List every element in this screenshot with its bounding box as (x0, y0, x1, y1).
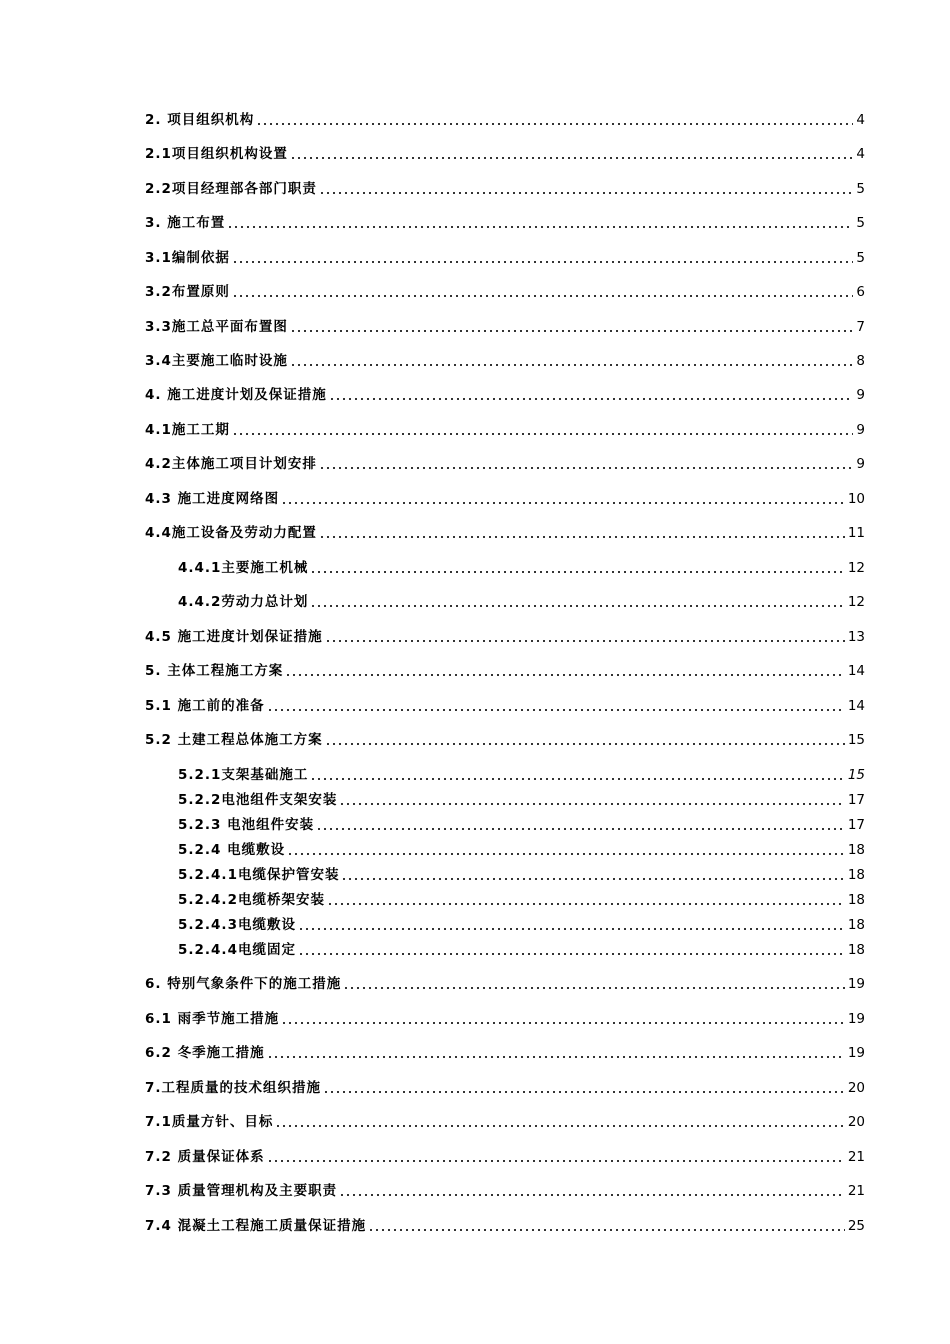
toc-entry-page-number: 21 (847, 1183, 865, 1199)
toc-entry-label: 5.2.4.1电缆保护管安装 (178, 867, 340, 883)
toc-leader-dots (298, 928, 845, 930)
toc-entry[interactable] (145, 1007, 865, 1027)
toc-leader-dots (310, 571, 844, 573)
toc-leader-dots (290, 364, 853, 366)
toc-entry-label: 5.2 土建工程总体施工方案 (145, 732, 323, 748)
toc-entry-label: 6. 特别气象条件下的施工措施 (145, 976, 342, 992)
toc-entry-label: 4.4施工设备及劳动力配置 (145, 525, 317, 541)
toc-entry[interactable] (145, 211, 865, 231)
toc-entry[interactable] (178, 938, 865, 958)
toc-leader-dots (368, 1229, 845, 1231)
toc-entry-page-number: 18 (847, 842, 865, 858)
toc-entry-page-number: 19 (847, 1011, 865, 1027)
toc-entry-page-number: 21 (847, 1149, 865, 1165)
toc-entry-label: 6.2 冬季施工措施 (145, 1045, 265, 1061)
toc-entry-label: 5.2.4.2电缆桥架安装 (178, 892, 325, 908)
toc-entry-page-number: 9 (856, 422, 865, 438)
toc-entry-label: 7.1质量方针、目标 (145, 1114, 274, 1130)
toc-entry-label: 5.2.2电池组件支架安装 (178, 792, 338, 808)
toc-entry[interactable] (145, 1214, 865, 1234)
toc-leader-dots (232, 295, 853, 297)
toc-entry-label: 4.5 施工进度计划保证措施 (145, 629, 323, 645)
toc-entry-label: 3.2布置原则 (145, 284, 230, 300)
toc-leader-dots (256, 123, 853, 125)
toc-entry[interactable] (145, 659, 865, 679)
toc-leader-dots (325, 743, 845, 745)
toc-entry-label: 4.3 施工进度网络图 (145, 491, 280, 507)
toc-entry-page-number: 12 (847, 594, 865, 610)
toc-entry-page-number: 17 (847, 817, 865, 833)
toc-entry-label: 7.工程质量的技术组织措施 (145, 1080, 322, 1096)
toc-entry[interactable] (145, 694, 865, 714)
toc-leader-dots (341, 878, 844, 880)
toc-leader-dots (267, 1056, 845, 1058)
toc-entry[interactable] (145, 625, 865, 645)
toc-leader-dots (227, 226, 853, 228)
toc-entry[interactable] (178, 813, 865, 833)
toc-entry-label: 5.2.1支架基础施工 (178, 767, 309, 783)
toc-leader-dots (275, 1125, 844, 1127)
toc-leader-dots (310, 605, 844, 607)
toc-leader-dots (327, 903, 845, 905)
toc-entry-page-number: 19 (847, 976, 865, 992)
toc-entry[interactable] (145, 418, 865, 438)
toc-entry-label: 5.2.4 电缆敷设 (178, 842, 286, 858)
toc-entry-page-number: 12 (847, 560, 865, 576)
toc-entry[interactable] (145, 452, 865, 472)
toc-entry[interactable] (178, 863, 865, 883)
toc-entry-page-number: 13 (847, 629, 865, 645)
toc-entry-label: 4. 施工进度计划及保证措施 (145, 387, 327, 403)
toc-leader-dots (325, 640, 845, 642)
toc-entry[interactable] (145, 972, 865, 992)
toc-leader-dots (319, 192, 853, 194)
toc-entry-label: 7.3 质量管理机构及主要职责 (145, 1183, 338, 1199)
toc-leader-dots (232, 433, 853, 435)
toc-entry[interactable] (145, 1179, 865, 1199)
toc-entry[interactable] (178, 888, 865, 908)
toc-entry-page-number: 17 (847, 792, 865, 808)
toc-entry-page-number: 15 (847, 732, 865, 748)
toc-entry-label: 4.4.1主要施工机械 (178, 560, 309, 576)
toc-entry-label: 4.1施工工期 (145, 422, 230, 438)
toc-leader-dots (285, 674, 845, 676)
toc-entry-page-number: 9 (856, 387, 865, 403)
toc-entry-page-number: 6 (856, 284, 865, 300)
toc-entry-label: 2. 项目组织机构 (145, 112, 255, 128)
toc-entry[interactable] (145, 383, 865, 403)
toc-entry-page-number: 19 (847, 1045, 865, 1061)
toc-entry[interactable] (145, 1145, 865, 1165)
toc-entry[interactable] (145, 280, 865, 300)
toc-entry-label: 7.2 质量保证体系 (145, 1149, 265, 1165)
toc-entry-label: 3.4主要施工临时设施 (145, 353, 288, 369)
toc-entry-page-number: 18 (847, 867, 865, 883)
toc-entry-label: 5.2.3 电池组件安装 (178, 817, 315, 833)
toc-leader-dots (329, 398, 854, 400)
toc-entry[interactable] (178, 788, 865, 808)
toc-entry[interactable] (145, 349, 865, 369)
toc-entry-label: 2.2项目经理部各部门职责 (145, 181, 317, 197)
toc-entry-label: 5. 主体工程施工方案 (145, 663, 284, 679)
toc-leader-dots (281, 502, 845, 504)
toc-entry[interactable] (178, 838, 865, 858)
toc-entry[interactable] (145, 728, 865, 748)
toc-entry-page-number: 7 (856, 319, 865, 335)
toc-entry[interactable] (178, 556, 865, 576)
toc-entry-label: 2.1项目组织机构设置 (145, 146, 288, 162)
toc-entry-page-number: 5 (856, 215, 865, 231)
toc-leader-dots (319, 467, 853, 469)
toc-entry[interactable] (145, 487, 865, 507)
toc-leader-dots (232, 261, 853, 263)
toc-entry-label: 3. 施工布置 (145, 215, 226, 231)
toc-entry[interactable] (145, 142, 865, 162)
toc-entry-page-number: 20 (847, 1080, 865, 1096)
toc-leader-dots (343, 987, 845, 989)
toc-entry-label: 5.1 施工前的准备 (145, 698, 265, 714)
toc-entry-page-number: 18 (847, 917, 865, 933)
toc-entry[interactable] (145, 177, 865, 197)
toc-entry-page-number: 8 (856, 353, 865, 369)
toc-entry-page-number: 5 (856, 181, 865, 197)
toc-entry[interactable] (145, 108, 865, 128)
toc-leader-dots (267, 709, 845, 711)
toc-entry-label: 7.4 混凝土工程施工质量保证措施 (145, 1218, 367, 1234)
toc-leader-dots (319, 536, 845, 538)
toc-entry-page-number: 4 (856, 146, 865, 162)
toc-entry-page-number: 14 (847, 698, 865, 714)
toc-leader-dots (339, 1194, 845, 1196)
toc-leader-dots (298, 953, 845, 955)
toc-leader-dots (339, 803, 844, 805)
toc-entry[interactable] (145, 315, 865, 335)
toc-leader-dots (290, 330, 853, 332)
toc-entry[interactable] (178, 763, 865, 783)
toc-leader-dots (287, 853, 845, 855)
toc-entry-page-number: 20 (847, 1114, 865, 1130)
toc-entry[interactable] (178, 590, 865, 610)
toc-entry-label: 6.1 雨季节施工措施 (145, 1011, 280, 1027)
toc-entry[interactable] (145, 1041, 865, 1061)
toc-entry-label: 5.2.4.4电缆固定 (178, 942, 296, 958)
toc-entry[interactable] (145, 1076, 865, 1096)
toc-entry[interactable] (178, 913, 865, 933)
toc-entry[interactable] (145, 246, 865, 266)
toc-entry-page-number: 9 (856, 456, 865, 472)
toc-leader-dots (290, 157, 853, 159)
toc-entry-page-number: 10 (847, 491, 865, 507)
toc-entry-page-number: 5 (856, 250, 865, 266)
toc-leader-dots (267, 1160, 845, 1162)
toc-leader-dots (310, 778, 844, 780)
toc-entry-page-number: 18 (847, 942, 865, 958)
toc-leader-dots (281, 1022, 845, 1024)
toc-entry-page-number: 18 (847, 892, 865, 908)
toc-entry-label: 3.1编制依据 (145, 250, 230, 266)
toc-entry-label: 4.2主体施工项目计划安排 (145, 456, 317, 472)
toc-entry-page-number: 4 (856, 112, 865, 128)
toc-entry[interactable] (145, 521, 865, 541)
toc-leader-dots (316, 828, 845, 830)
toc-entry-page-number: 15 (847, 767, 865, 783)
toc-entry-page-number: 14 (847, 663, 865, 679)
toc-entry-label: 3.3施工总平面布置图 (145, 319, 288, 335)
toc-entry-page-number: 11 (847, 525, 865, 541)
toc-entry[interactable] (145, 1110, 865, 1130)
toc-entry-label: 5.2.4.3电缆敷设 (178, 917, 296, 933)
toc-entry-page-number: 25 (847, 1218, 865, 1234)
toc-leader-dots (323, 1091, 845, 1093)
toc-entry-label: 4.4.2劳动力总计划 (178, 594, 309, 610)
